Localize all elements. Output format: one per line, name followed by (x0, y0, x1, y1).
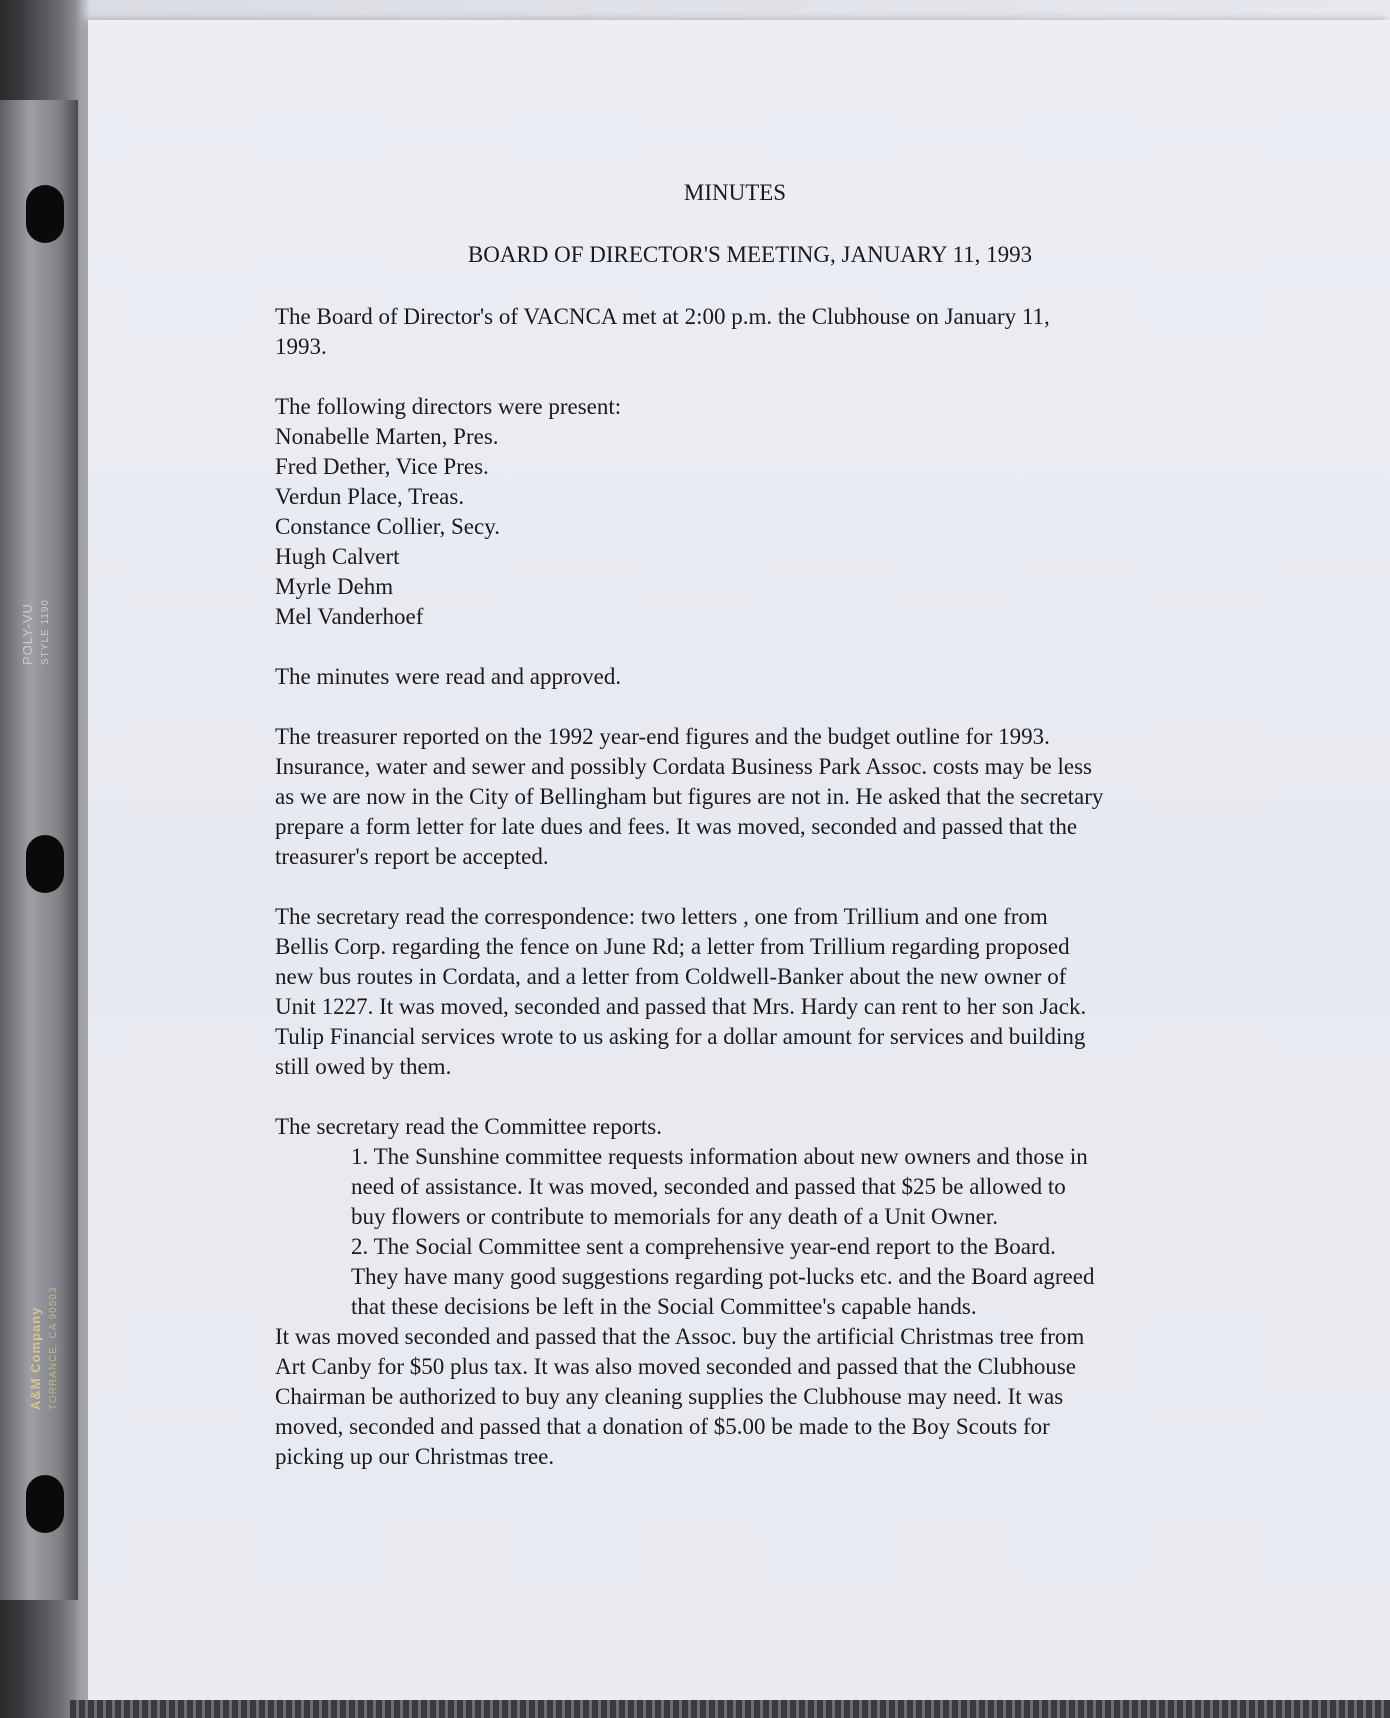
committee-item-line: need of assistance. It was moved, seconded and passed that $25 be allowed to (351, 1174, 1066, 1199)
committee-heading: The secretary read the Committee reports. (275, 1114, 663, 1139)
correspondence-line: Unit 1227. It was moved, seconded and passed that Mrs. Hardy can rent to her son Jack. (275, 994, 1087, 1019)
binder-label-top-sub: STYLE 1190 (40, 599, 51, 665)
motions-line: It was moved seconded and passed that the Assoc. buy the artificial Christmas tree from (275, 1324, 1085, 1349)
treasurer-line: treasurer's report be accepted. (275, 844, 549, 869)
binder-hole (26, 835, 64, 893)
treasurer-line: prepare a form letter for late dues and fees. It was moved, seconded and passed that the (275, 814, 1078, 839)
motions-paragraph (275, 1322, 1235, 1472)
director-item: Constance Collier, Secy. (275, 514, 500, 539)
directors-list (275, 392, 1235, 632)
document-title: MINUTES (683, 180, 787, 205)
committee-item-line: buy flowers or contribute to memorials for any death of a Unit Owner. (351, 1204, 999, 1229)
intro-line: 1993. (275, 334, 327, 359)
motions-line: Art Canby for $50 plus tax. It was also moved seconded and passed that the Clubhouse (275, 1354, 1077, 1379)
treasurer-paragraph (275, 722, 1235, 872)
minutes-approved (275, 662, 1235, 692)
correspondence-line: The secretary read the correspondence: two letters , one from Trillium and one from (275, 904, 1048, 929)
binder-label-top: POLY-VU (20, 603, 35, 665)
director-item: Verdun Place, Treas. (275, 484, 465, 509)
protector-bottom-edge (70, 1700, 1390, 1718)
correspondence-paragraph (275, 902, 1235, 1082)
document-subtitle: BOARD OF DIRECTOR'S MEETING, JANUARY 11, 1993 (467, 242, 1033, 267)
director-item: Fred Dether, Vice Pres. (275, 454, 489, 479)
correspondence-line: still owed by them. (275, 1054, 452, 1079)
binder-label-bottom-sub: TORRANCE, CA 90503 (48, 1286, 59, 1410)
directors-heading: The following directors were present: (275, 394, 622, 419)
director-item: Myrle Dehm (275, 574, 394, 599)
committee-section (275, 1112, 1235, 1322)
committee-item-line: 1. The Sunshine committee requests information about new owners and those in (351, 1144, 1088, 1169)
committee-item-line: that these decisions be left in the Social Committee's capable hands. (351, 1294, 977, 1319)
treasurer-line: The treasurer reported on the 1992 year-end figures and the budget outline for 1993. (275, 724, 1050, 749)
binder-hole (26, 1475, 64, 1533)
binder-strip (0, 100, 78, 1600)
treasurer-line: as we are now in the City of Bellingham but figures are not in. He asked that the secretary (275, 784, 1104, 809)
correspondence-line: new bus routes in Cordata, and a letter from Coldwell-Banker about the new owner of (275, 964, 1067, 989)
treasurer-line: Insurance, water and sewer and possibly Cordata Business Park Assoc. costs may be less (275, 754, 1092, 779)
motions-line: moved, seconded and passed that a donation of $5.00 be made to the Boy Scouts for (275, 1414, 1050, 1439)
correspondence-line: Tulip Financial services wrote to us asking for a dollar amount for services and building (275, 1024, 1086, 1049)
director-item: Nonabelle Marten, Pres. (275, 424, 499, 449)
binder-hole (26, 185, 64, 243)
motions-line: picking up our Christmas tree. (275, 1444, 555, 1469)
committee-item-line: They have many good suggestions regarding pot-lucks etc. and the Board agreed (351, 1264, 1095, 1289)
binder-label-bottom: A&M Company (28, 1306, 43, 1410)
committee-item-line: 2. The Social Committee sent a comprehensive year-end report to the Board. (351, 1234, 1056, 1259)
director-item: Hugh Calvert (275, 544, 400, 569)
intro-line: The Board of Director's of VACNCA met at 2:00 p.m. the Clubhouse on January 11, (275, 304, 1050, 329)
correspondence-line: Bellis Corp. regarding the fence on June Rd; a letter from Trillium regarding proposed (275, 934, 1070, 959)
intro-paragraph (275, 302, 1235, 362)
minutes-approved-line: The minutes were read and approved. (275, 664, 622, 689)
director-item: Mel Vanderhoef (275, 604, 424, 629)
motions-line: Chairman be authorized to buy any cleaning supplies the Clubhouse may need. It was (275, 1384, 1064, 1409)
